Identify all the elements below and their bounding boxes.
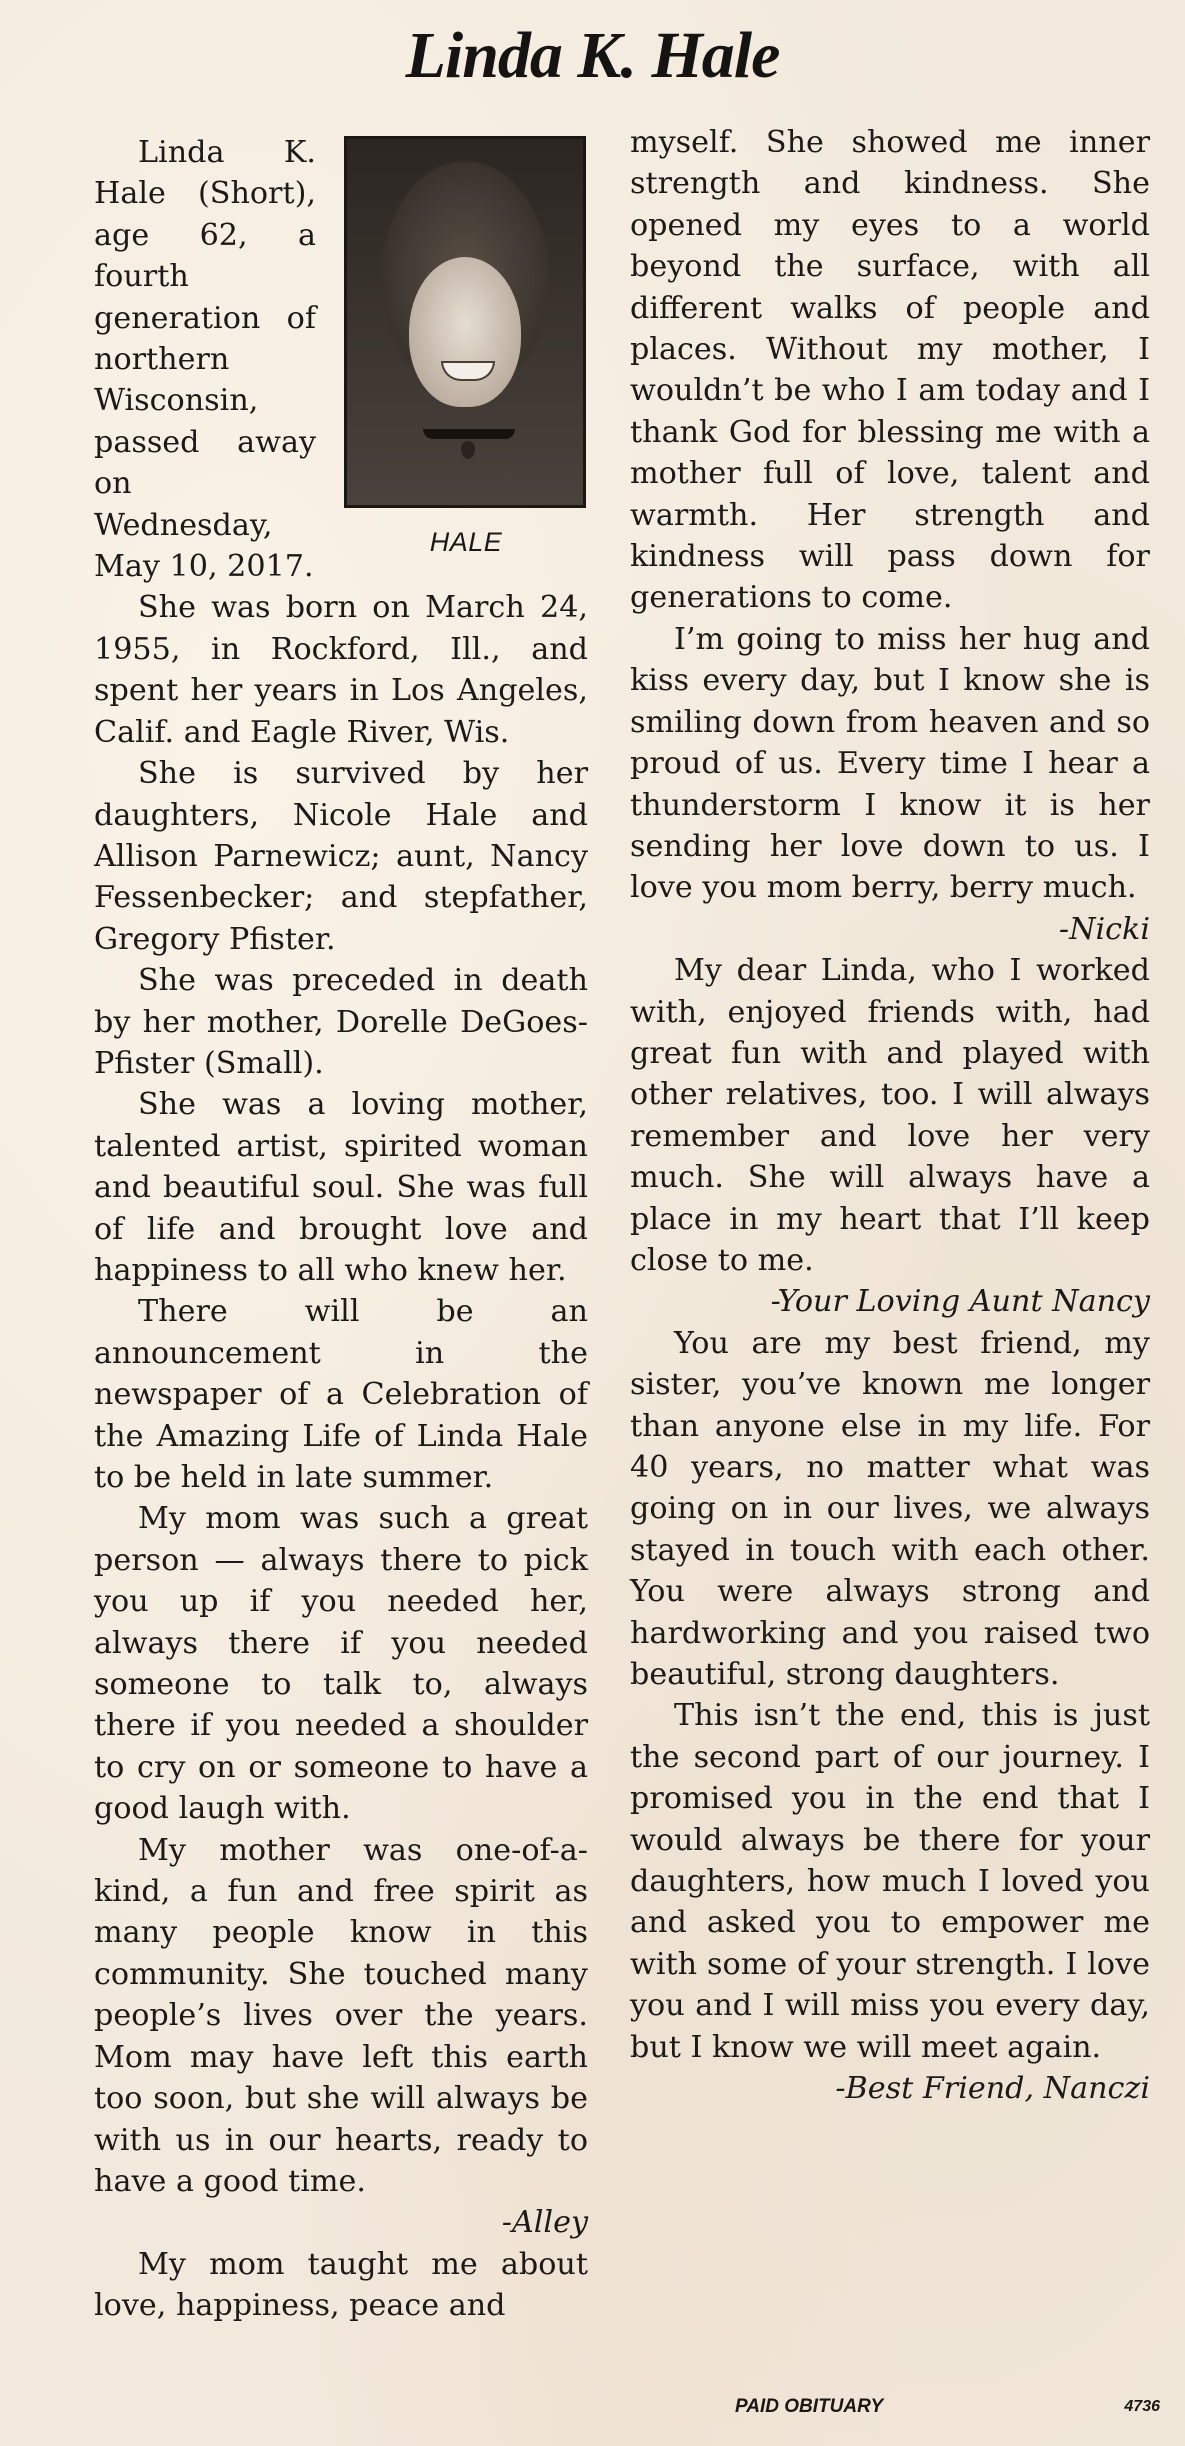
signature-nancy: -Your Loving Aunt Nancy	[770, 1284, 1150, 1320]
paragraph-nancy: My dear Linda, who I worked with, enjoyed friends with, had great fun with and played with other relatives, too. I will always remember and love her very much. She will always have a place in my heart that I’ll keep close to me.	[630, 953, 1150, 1278]
signature-alley: -Alley	[501, 2205, 588, 2241]
paragraph-one-of-a-kind: My mother was one-of-a-kind, a fun and free spirit as many people know in this community. She touched many people’s lives over the years. Mom may have left this earth too soon, but she will always be with us in our hearts, ready to have a good time.	[94, 1832, 588, 2199]
lead-paragraph: Linda K. Hale (Short), age 62, a fourth generation of northern Wisconsin, passed away on Wednesday, May 10, 2017.	[94, 135, 316, 585]
photo-block	[344, 136, 588, 563]
ad-code: 4736	[1124, 2398, 1160, 2415]
obituary-title: Linda K. Hale	[405, 19, 780, 92]
paragraph-continuation: myself. She showed me inner strength and kindness. She opened my eyes to a world beyond the surface, with all different walks of people and places. Without my mother, I wouldn’t be who I am today and I thank God for blessing me with a mother full of love, talent and warmth. Her strength and kindness will pass down for generations to come.	[630, 125, 1150, 616]
paragraph-survived-by: She is survived by her daughters, Nicole Hale and Allison Parnewicz; aunt, Nancy Fessenbecker; and stepfather, Gregory Pfister.	[94, 756, 588, 957]
paragraph-character: She was a loving mother, talented artist, spirited woman and beautiful soul. She was full of life and brought love and happiness to all who knew her.	[94, 1087, 588, 1288]
paragraph-great-person: My mom was such a great person — always there to pick you up if you needed her, always there if you needed someone to talk to, always there if you needed a shoulder to cry on or someone to have a good laugh with.	[94, 1501, 588, 1827]
photo-pendant	[461, 441, 475, 459]
lead-section	[94, 132, 588, 587]
signature-nicki: -Nicki	[1058, 911, 1150, 947]
paragraph-announcement: There will be an announcement in the newspaper of a Celebration of the Amazing Life of Linda Hale to be held in late summer.	[94, 1294, 588, 1495]
paragraph-best-friend: You are my best friend, my sister, you’ve known me longer than anyone else in my life. For 40 years, no matter what was going on in our lives, we always stayed in touch with each other. You were always strong and hardworking and you raised two beautiful, strong daughters.	[630, 1325, 1150, 1693]
footer	[735, 2396, 1160, 2418]
right-column	[630, 122, 1150, 2110]
paragraph-not-the-end: This isn’t the end, this is just the second part of our journey. I promised you in the end that I would always be there for your daughters, how much I loved you and asked you to empower me with some of your strength. I love you and I will miss you every day, but I know we will meet again.	[630, 1698, 1150, 2065]
signature-nanczi: -Best Friend, Nanczi	[835, 2071, 1150, 2107]
paragraph-nicki: I’m going to miss her hug and kiss every day, but I know she is smiling down from heaven and so proud of us. Every time I hear a thunderstorm I know it is her sending her love down to us. I love you mom berry, berry much.	[630, 621, 1150, 906]
paragraph-birth: She was born on March 24, 1955, in Rockford, Ill., and spent her years in Los Angeles, Calif. and Eagle River, Wis.	[94, 590, 588, 750]
paragraph-taught-me: My mom taught me about love, happiness, peace and	[94, 2246, 588, 2324]
portrait-photo	[344, 136, 586, 508]
paragraph-preceded: She was preceded in death by her mother, Dorelle DeGoes-Pfister (Small).	[94, 963, 588, 1081]
photo-choker	[423, 429, 515, 439]
photo-caption: HALE	[429, 527, 503, 557]
left-column	[94, 132, 588, 2327]
paid-obituary-label: PAID OBITUARY	[735, 2396, 884, 2417]
photo-face	[409, 257, 521, 407]
